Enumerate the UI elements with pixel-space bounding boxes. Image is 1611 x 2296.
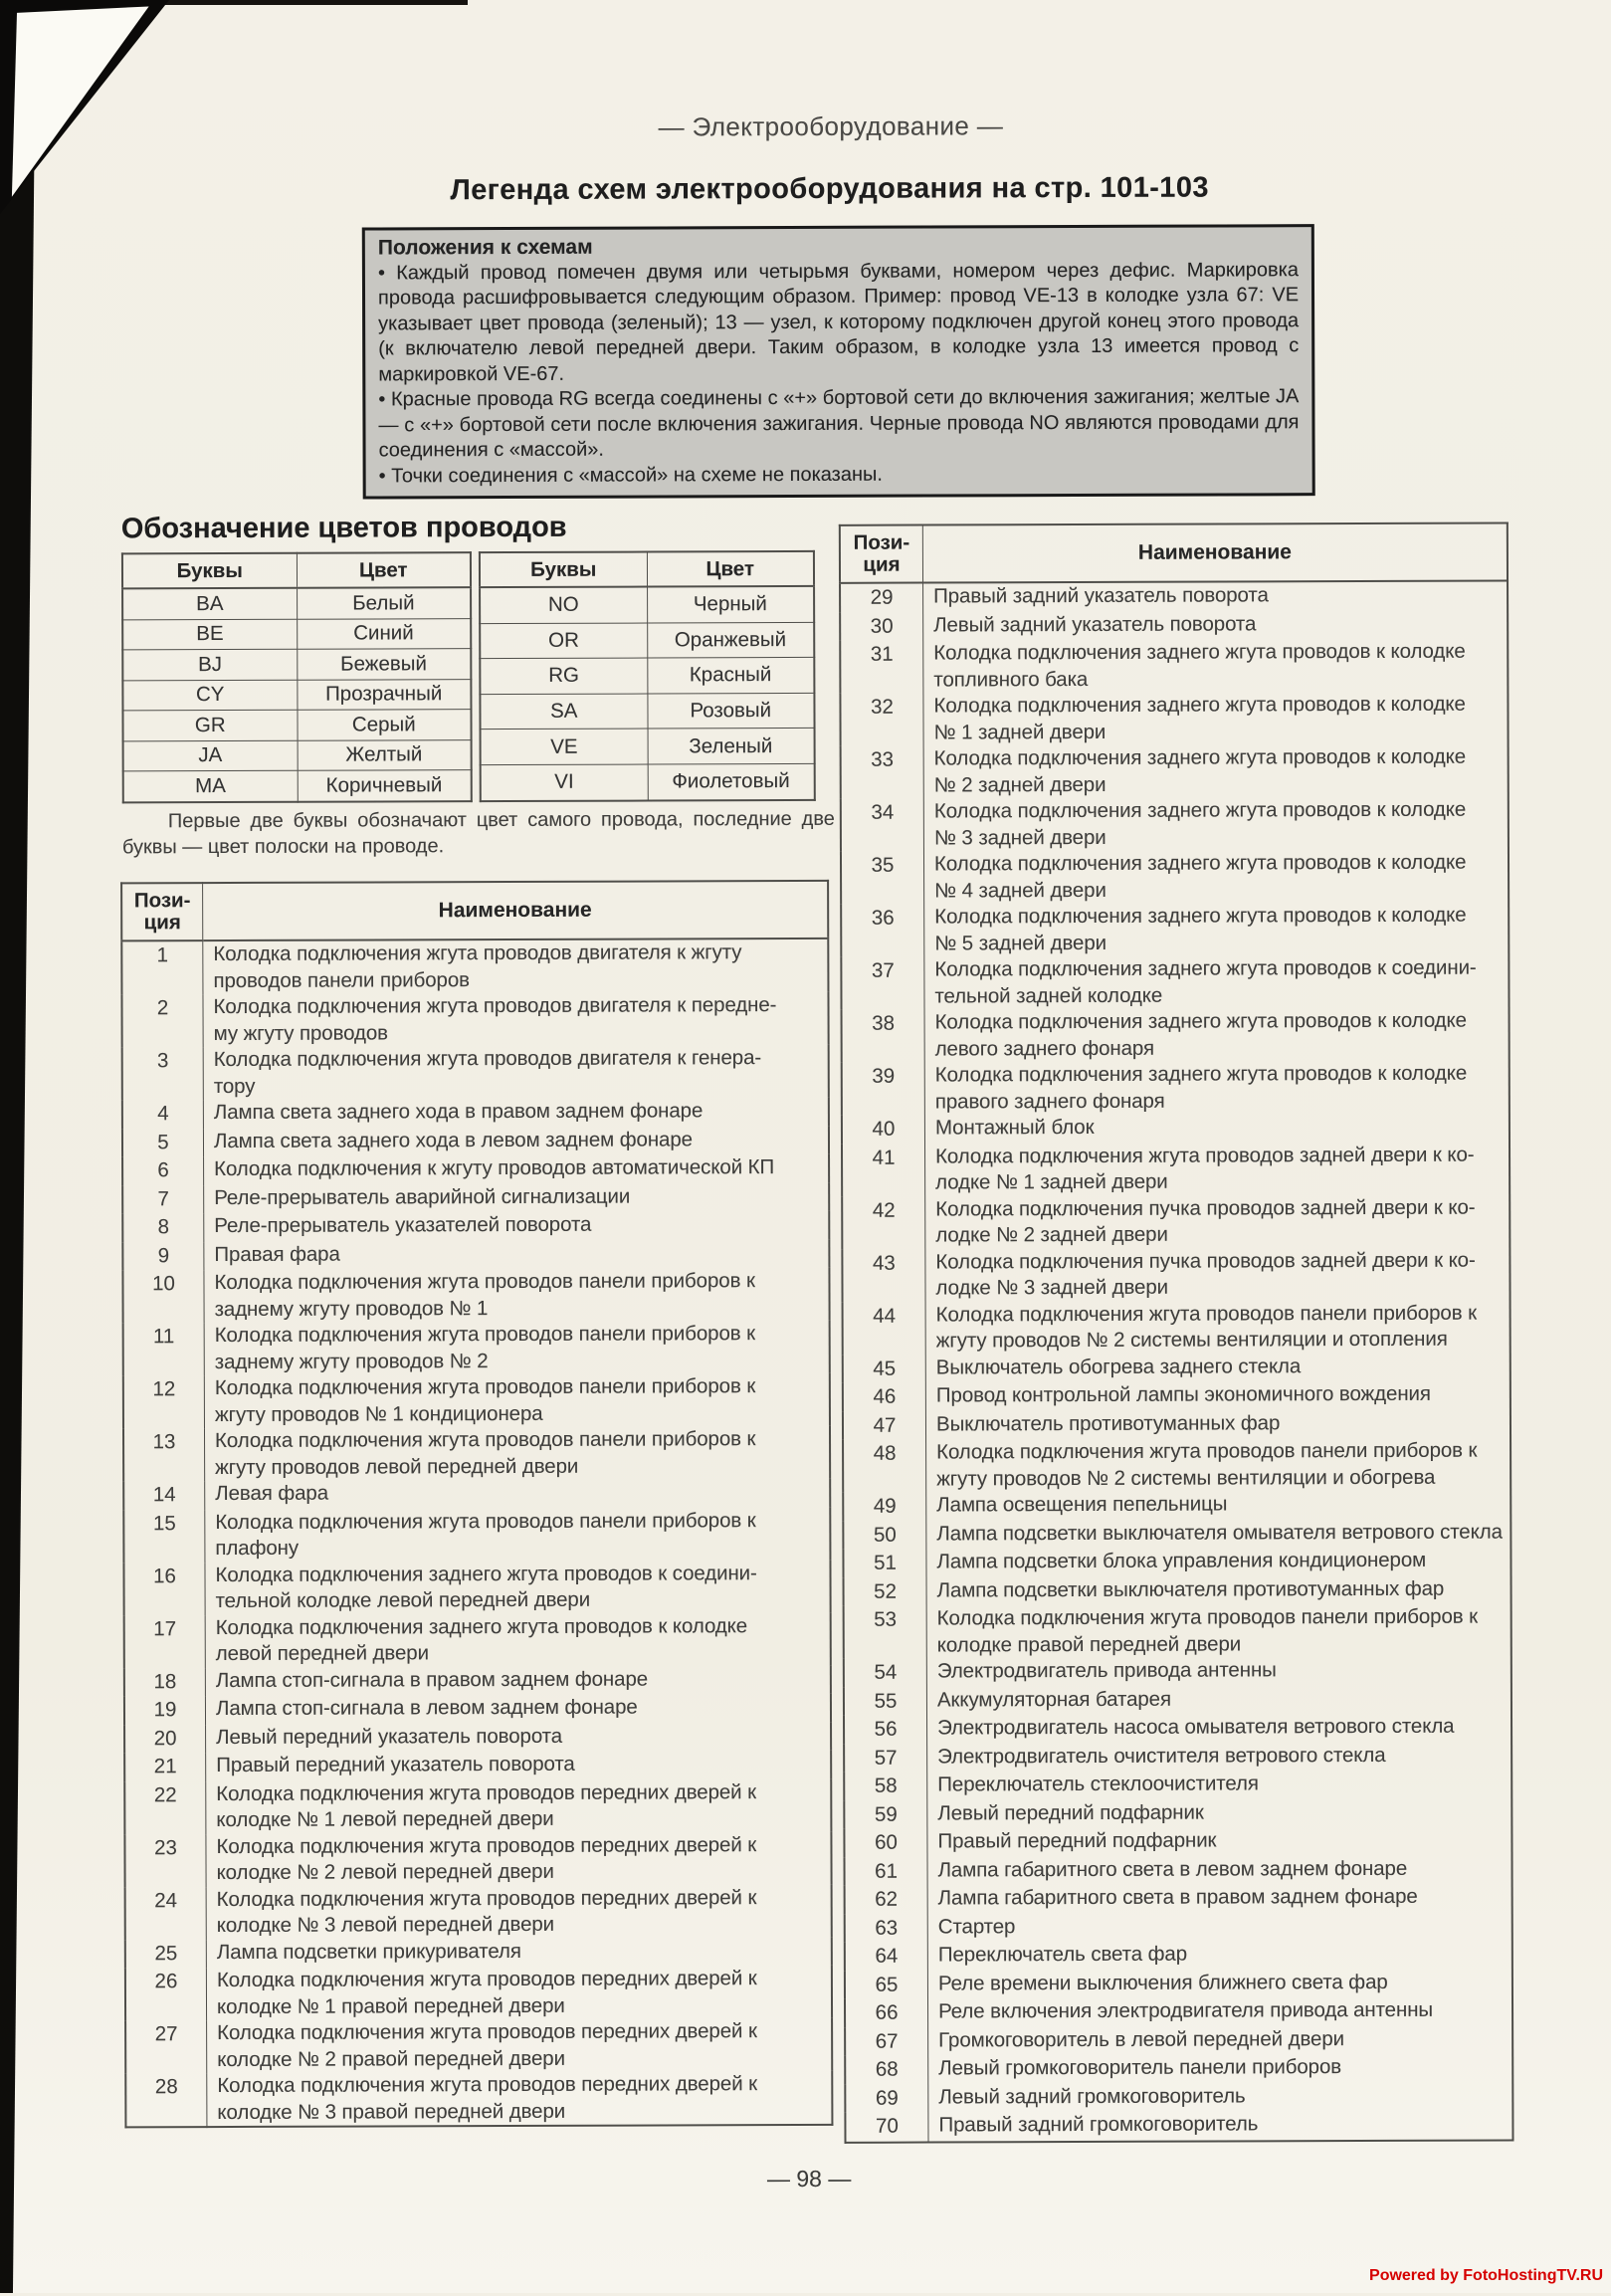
legend-row: [844, 1685, 1511, 1716]
wire-color-table-right: [479, 550, 816, 802]
position-cell: 5: [122, 1129, 204, 1157]
name-cell: Аккумуляторная батарея: [936, 1687, 1172, 1712]
name-cell: Левый задний громкоговоритель: [938, 2083, 1246, 2109]
legend-row: [122, 1268, 829, 1323]
legend-row: [845, 2025, 1512, 2056]
legend-row: [843, 1519, 1510, 1550]
position-cell: 10: [122, 1270, 204, 1323]
name-cell: Электродвигатель насоса омывателя ветрового стекла: [937, 1714, 1455, 1740]
color-table-row: [122, 587, 471, 619]
name-cell: Колодка подключения заднего жгута проводов к колодке № 2 задней двери: [933, 744, 1467, 797]
name-cell: Лампа габаритного света в правом заднем фонаре: [937, 1884, 1418, 1910]
legend-row: [842, 1007, 1510, 1062]
legend-row: [845, 1996, 1512, 2027]
color-table-row: [480, 658, 814, 695]
name-cell: Колодка подключения жгута проводов двигателя к жгуту проводов панели приборов: [213, 940, 742, 992]
position-cell: 41: [842, 1144, 925, 1196]
position-cell: 54: [844, 1659, 927, 1688]
position-cell: 35: [841, 852, 924, 905]
name-cell: Колодка подключения жгута проводов двигателя к генера- тору: [213, 1046, 762, 1098]
position-cell: 32: [840, 694, 923, 746]
position-cell: 40: [842, 1116, 925, 1145]
position-cell: 4: [122, 1100, 204, 1129]
name-cell: Колодка подключения жгута проводов передних дверей к колодке № 1 правой передней двери: [216, 1967, 757, 2018]
color-name-cell: Бежевый: [297, 649, 471, 680]
name-cell: Лампа подсветки выключателя омывателя ветрового стекла: [936, 1520, 1503, 1546]
color-name-cell: Зеленый: [648, 729, 815, 764]
name-cell: Левый передний указатель поворота: [216, 1724, 563, 1749]
position-cell: 9: [122, 1242, 204, 1271]
legend-row: [840, 581, 1508, 613]
name-cell: Провод контрольной лампы экономичного вождения: [935, 1381, 1431, 1407]
position-cell: 42: [842, 1196, 925, 1249]
name-cell: Лампа подсветки выключателя противотуманных фар: [936, 1576, 1445, 1602]
name-cell: Колодка подключения заднего жгута проводов к соедини- тельной колодке левой передней двери: [215, 1561, 757, 1613]
position-cell: 63: [845, 1914, 928, 1943]
position-cell: 8: [122, 1213, 204, 1242]
letters-column-header: Буквы: [480, 552, 647, 588]
name-cell: Колодка подключения заднего жгута проводов к колодке № 1 задней двери: [933, 692, 1466, 744]
name-cell: Левая фара: [215, 1481, 329, 1506]
legend-row: [844, 1713, 1511, 1744]
letters-cell: NO: [480, 587, 647, 624]
position-cell: 19: [124, 1696, 206, 1725]
legend-row: [124, 1694, 831, 1725]
name-cell: Колодка подключения жгута проводов панели приборов к заднему жгуту проводов № 2: [214, 1322, 756, 1373]
legend-table-right: [839, 522, 1514, 2143]
name-cell: Колодка подключения жгута проводов панели приборов к плафону: [215, 1508, 756, 1561]
legend-row: [842, 1113, 1510, 1144]
legend-row: [122, 1211, 829, 1242]
letters-cell: SA: [480, 694, 647, 730]
legend-row: [845, 1883, 1512, 1914]
name-cell: Колодка подключения заднего жгута проводов к соедини- тельной задней колодке: [934, 955, 1477, 1008]
position-cell: 47: [843, 1411, 926, 1440]
name-cell: Правый передний указатель поворота: [216, 1752, 575, 1777]
name-cell: Левый задний указатель поворота: [933, 611, 1257, 637]
name-cell: Левый передний подфарник: [937, 1800, 1204, 1825]
position-cell: 26: [125, 1968, 207, 2020]
name-cell: Стартер: [937, 1914, 1016, 1939]
legend-row: [843, 1380, 1510, 1411]
color-name-cell: Красный: [647, 658, 814, 694]
position-cell: 69: [845, 2084, 928, 2113]
color-name-cell: Прозрачный: [297, 679, 471, 710]
name-cell: Реле-прерыватель указателей поворота: [214, 1212, 592, 1238]
wire-color-table-left: [121, 551, 473, 803]
legend-row: [842, 1142, 1510, 1196]
position-cell: 51: [843, 1550, 926, 1578]
position-cell: 33: [841, 746, 924, 799]
position-cell: 60: [844, 1829, 927, 1858]
color-name-cell: Фиолетовый: [648, 763, 815, 800]
legend-row: [845, 1969, 1512, 1999]
position-cell: 13: [123, 1428, 205, 1481]
position-cell: 18: [124, 1668, 206, 1697]
name-cell: Колодка подключения жгута проводов панели приборов к жгуту проводов № 2 системы вентиляции и отопления: [935, 1301, 1477, 1353]
letters-cell: VE: [481, 729, 648, 764]
position-cell: 56: [844, 1716, 927, 1745]
color-column-header: Цвет: [297, 552, 471, 588]
color-name-cell: Коричневый: [298, 770, 472, 802]
name-cell: Колодка подключения жгута проводов панели приборов к жгуту проводов № 1 кондиционера: [214, 1374, 756, 1426]
color-name-cell: Оранжевый: [647, 622, 814, 658]
name-cell: Лампа габаритного света в левом заднем фонаре: [937, 1856, 1408, 1882]
wire-colors-note: Первые две буквы обозначают цвет самого провода, последние две буквы — цвет полоски на проводе.: [121, 807, 835, 859]
legend-row: [842, 1194, 1510, 1249]
letters-cell: VI: [481, 764, 648, 801]
legend-header-row: [840, 523, 1508, 583]
running-header: — Электрооборудование —: [658, 110, 1004, 142]
name-cell: Лампа подсветки блока управления кондиционером: [936, 1548, 1427, 1573]
name-cell: Правая фара: [214, 1242, 340, 1266]
position-cell: 21: [124, 1753, 206, 1781]
name-cell: Колодка подключения пучка проводов задней двери к ко- лодке № 2 задней двери: [935, 1195, 1476, 1247]
legend-row: [843, 1547, 1510, 1577]
legend-row: [122, 1045, 829, 1100]
name-cell: Колодка подключения жгута проводов передних дверей к колодке № 2 левой передней двери: [216, 1832, 757, 1885]
position-cell: 52: [844, 1577, 927, 1606]
name-cell: Колодка подключения жгута проводов передних дверей к колодке № 2 правой передней двери: [217, 2019, 757, 2071]
legend-row: [844, 1575, 1511, 1606]
legend-row: [125, 1884, 832, 1939]
provision-bullet: • Точки соединения с «массой» на схеме не показаны.: [378, 463, 883, 487]
wire-color-tables: [121, 550, 816, 803]
color-table-header-row: [480, 551, 814, 587]
color-table-row: [123, 739, 472, 771]
position-cell: 57: [844, 1744, 927, 1773]
position-cell: 43: [842, 1249, 925, 1302]
name-cell: Колодка подключения заднего жгута проводов к колодке левого заднего фонаря: [934, 1008, 1467, 1061]
letters-cell: OR: [480, 623, 647, 659]
legend-row: [841, 902, 1509, 956]
letters-cell: GR: [122, 710, 297, 740]
legend-row: [124, 1665, 831, 1696]
position-cell: 20: [124, 1725, 206, 1754]
position-cell: 14: [123, 1481, 205, 1510]
name-cell: Колодка подключения жгута проводов панели приборов к жгуту проводов № 2 системы вентиляции и обогрева: [936, 1438, 1478, 1491]
name-cell: Лампа света заднего хода в левом заднем фонаре: [213, 1127, 693, 1152]
legend-row: [124, 1751, 831, 1781]
name-cell: Переключатель света фар: [937, 1942, 1188, 1967]
position-cell: 36: [841, 905, 924, 957]
name-cell: Правый задний громкоговоритель: [938, 2112, 1259, 2137]
position-cell: 37: [841, 957, 924, 1010]
letters-cell: RG: [480, 658, 647, 694]
position-cell: 25: [125, 1940, 207, 1969]
name-cell: Правый задний указатель поворота: [933, 583, 1269, 608]
legend-row: [843, 1490, 1510, 1521]
name-cell: Реле-прерыватель аварийной сигнализации: [214, 1184, 631, 1209]
position-cell: 6: [122, 1156, 204, 1185]
legend-row: [845, 2053, 1512, 2084]
position-cell: 22: [124, 1781, 206, 1834]
position-cell: 3: [122, 1047, 204, 1100]
color-table-row: [122, 679, 471, 711]
wire-colors-heading: Обозначение цветов проводов: [120, 511, 567, 545]
position-cell: 28: [125, 2073, 207, 2127]
name-cell: Выключатель противотуманных фар: [935, 1410, 1281, 1436]
name-cell: Колодка подключения жгута проводов двигателя к передне- му жгуту проводов: [213, 993, 777, 1045]
color-column-header: Цвет: [647, 551, 814, 587]
name-cell: Громкоговоритель в левой передней двери: [938, 2026, 1345, 2052]
letters-cell: BA: [122, 588, 297, 620]
legend-table-left: [120, 880, 833, 2128]
position-cell: 46: [843, 1383, 926, 1412]
legend-row: [842, 1060, 1510, 1115]
name-cell: Лампа стоп-сигнала в правом заднем фонаре: [215, 1667, 649, 1692]
name-cell: Лампа подсветки прикуривателя: [216, 1939, 521, 1964]
color-name-cell: Серый: [297, 710, 471, 740]
legend-row: [122, 1182, 829, 1213]
legend-row: [123, 1373, 830, 1428]
position-cell: 23: [124, 1834, 206, 1887]
letters-cell: MA: [123, 770, 298, 802]
legend-row: [122, 1239, 829, 1270]
position-cell: 39: [842, 1063, 925, 1116]
position-cell: 58: [844, 1773, 927, 1801]
legend-header-row: [121, 881, 828, 940]
position-cell: 59: [844, 1800, 927, 1829]
position-cell: 29: [840, 583, 923, 613]
name-cell: Монтажный блок: [934, 1115, 1095, 1140]
legend-row: [122, 1154, 829, 1185]
name-cell: Электродвигатель очистителя ветрового стекла: [937, 1743, 1386, 1769]
position-cell: 16: [123, 1563, 205, 1615]
position-cell: 44: [843, 1302, 926, 1355]
name-cell: Переключатель стеклоочистителя: [937, 1772, 1259, 1796]
name-cell: Колодка подключения жгута проводов панели приборов к колодке правой передней двери: [936, 1604, 1479, 1657]
color-table-row: [481, 763, 815, 800]
legend-row: [124, 1612, 831, 1667]
position-cell: 55: [844, 1687, 927, 1716]
position-cell: 49: [843, 1493, 926, 1522]
legend-row: [121, 939, 828, 994]
position-cell: 45: [843, 1355, 926, 1383]
legend-row: [125, 2071, 832, 2127]
legend-row: [844, 1742, 1511, 1773]
position-column-header: Пози- ция: [840, 525, 923, 583]
color-table-row: [480, 622, 814, 659]
color-table-row: [481, 729, 815, 765]
provisions-box: [362, 224, 1315, 499]
position-cell: 27: [125, 2020, 207, 2073]
name-cell: Колодка подключения заднего жгута проводов к колодке топливного бака: [933, 639, 1466, 692]
position-cell: 1: [121, 940, 203, 994]
name-cell: Лампа освещения пепельницы: [936, 1492, 1228, 1517]
position-column-header: Пози- ция: [121, 883, 203, 940]
color-table-row: [122, 710, 471, 741]
letters-cell: BJ: [122, 649, 297, 680]
name-cell: Электродвигатель привода антенны: [936, 1658, 1277, 1683]
name-cell: Колодка подключения заднего жгута проводов к колодке № 5 задней двери: [934, 903, 1467, 955]
legend-row: [841, 849, 1509, 904]
name-cell: Колодка подключения жгута проводов задней двери к ко- лодке № 1 задней двери: [935, 1143, 1475, 1194]
color-table-row: [480, 586, 814, 623]
provisions-title: Положения к схемам: [377, 235, 593, 260]
color-table-header-row: [122, 552, 471, 588]
page-title: Легенда схем электрооборудования на стр. 101-103: [450, 171, 1209, 207]
name-cell: Колодка подключения заднего жгута проводов к колодке левой передней двери: [215, 1613, 748, 1666]
provision-bullet: • Красные провода RG всегда соединены с «+» бортовой сети до включения зажигания; желтые JA — с «+» бортовой сети после включения зажигания. Черные провода NO являются проводами для соединения с «массой».: [378, 385, 1300, 462]
legend-row: [124, 1778, 831, 1833]
letters-cell: BE: [122, 619, 297, 650]
name-cell: Колодка подключения заднего жгута проводов к колодке № 3 задней двери: [933, 797, 1467, 850]
name-cell: Колодка подключения заднего жгута проводов к колодке № 4 задней двери: [933, 850, 1467, 903]
color-name-cell: Желтый: [298, 739, 472, 770]
color-table-row: [122, 649, 471, 681]
color-name-cell: Синий: [297, 618, 471, 649]
position-cell: 62: [845, 1886, 928, 1915]
position-cell: 70: [845, 2113, 928, 2143]
position-cell: 24: [125, 1887, 207, 1940]
position-cell: 50: [843, 1521, 926, 1550]
name-cell: Лампа света заднего хода в правом заднем фонаре: [213, 1099, 704, 1125]
position-cell: 11: [123, 1323, 205, 1375]
color-name-cell: Белый: [297, 587, 471, 619]
legend-row: [124, 1831, 831, 1886]
position-cell: 66: [845, 1999, 928, 2028]
legend-row: [125, 2018, 832, 2073]
legend-row: [844, 1826, 1511, 1857]
hosting-watermark: Powered by FotoHostingTV.RU: [1369, 2267, 1603, 2284]
letters-cell: JA: [123, 740, 298, 771]
color-table-row: [122, 618, 471, 650]
legend-row: [844, 1656, 1511, 1687]
position-cell: 17: [124, 1615, 206, 1668]
position-cell: 12: [123, 1375, 205, 1428]
legend-row: [843, 1437, 1510, 1492]
letters-cell: CY: [122, 680, 297, 711]
legend-row: [122, 1098, 829, 1129]
legend-row: [845, 2110, 1512, 2142]
legend-row: [123, 1426, 830, 1481]
position-cell: 53: [844, 1606, 927, 1659]
legend-row: [841, 954, 1509, 1009]
legend-row: [125, 1966, 832, 2020]
provision-bullet: • Каждый провод помечен двумя или четырьмя буквами, номером через дефис. Маркировка провода расшифровывается следующим образом. Пример: провод VE-13 в колодке узла 67: VE указывает цвет провода (зеленый); 13 — узел, к которому подключен другой конец этого провода (к включателю левой передней двери. Таким образом, в колодке узла 13 имеется провод с маркировкой VE-67.: [377, 258, 1300, 385]
name-cell: Лампа стоп-сигнала в левом заднем фонаре: [215, 1695, 638, 1721]
position-cell: 2: [121, 994, 203, 1047]
legend-row: [844, 1603, 1511, 1658]
name-cell: Колодка подключения жгута проводов передних дверей к колодке № 3 левой передней двери: [216, 1885, 757, 1938]
legend-row: [844, 1798, 1511, 1829]
legend-row: [124, 1722, 831, 1753]
legend-row: [842, 1247, 1510, 1302]
legend-row: [841, 743, 1509, 798]
legend-row: [844, 1770, 1511, 1800]
color-name-cell: Розовый: [647, 693, 814, 729]
position-cell: 31: [840, 641, 923, 694]
name-cell: Выключатель обогрева заднего стекла: [935, 1354, 1302, 1379]
legend-row: [843, 1300, 1510, 1355]
page-number: — 98 —: [766, 2165, 852, 2192]
legend-row: [845, 1940, 1512, 1971]
legend-row: [845, 1912, 1512, 1943]
name-cell: Колодка подключения пучка проводов задней двери к ко- лодке № 3 задней двери: [935, 1248, 1476, 1300]
legend-row: [123, 1560, 830, 1614]
position-cell: 67: [845, 2027, 928, 2056]
position-cell: 38: [842, 1010, 925, 1063]
legend-row: [843, 1409, 1510, 1440]
legend-row: [123, 1507, 830, 1562]
legend-row: [123, 1321, 830, 1375]
legend-row: [122, 1126, 829, 1156]
legend-row: [841, 796, 1509, 851]
position-cell: 65: [845, 1971, 928, 1999]
position-cell: 68: [845, 2056, 928, 2085]
legend-row: [845, 1855, 1512, 1886]
name-cell: Колодка подключения жгута проводов панели приборов к жгуту проводов левой передней двери: [214, 1427, 756, 1479]
position-cell: 34: [841, 799, 924, 852]
legend-row: [840, 610, 1508, 641]
position-cell: 61: [845, 1857, 928, 1886]
color-name-cell: Черный: [647, 586, 814, 623]
legend-row: [121, 992, 828, 1047]
name-cell: Колодка подключения жгута проводов панели приборов к заднему жгуту проводов № 1: [214, 1269, 755, 1321]
name-cell: Колодка подключения к жгуту проводов автоматической КП: [214, 1155, 775, 1181]
legend-row: [125, 1937, 832, 1968]
name-cell: Реле включения электродвигателя привода антенны: [938, 1997, 1434, 2023]
legend-row: [843, 1353, 1510, 1383]
name-cell: Колодка подключения жгута проводов передних дверей к колодке № 3 правой передней двери: [217, 2072, 758, 2124]
position-cell: 30: [840, 612, 923, 641]
position-cell: 15: [123, 1510, 205, 1563]
letters-column-header: Буквы: [122, 553, 297, 589]
legend-row: [840, 691, 1508, 745]
name-cell: Правый передний подфарник: [937, 1828, 1217, 1853]
name-column-header: Наименование: [203, 881, 829, 940]
name-column-header: Наименование: [922, 523, 1508, 583]
name-cell: Колодка подключения заднего жгута проводов к колодке правого заднего фонаря: [934, 1061, 1468, 1114]
color-table-row: [123, 770, 472, 802]
position-cell: 64: [845, 1943, 928, 1972]
position-cell: 48: [843, 1440, 926, 1493]
legend-row: [840, 639, 1508, 694]
name-cell: Левый громкоговоритель панели приборов: [938, 2055, 1342, 2080]
position-cell: 7: [122, 1185, 204, 1214]
color-table-row: [480, 693, 814, 730]
name-cell: Реле времени выключения ближнего света фар: [937, 1970, 1388, 1995]
legend-row: [123, 1479, 830, 1510]
name-cell: Колодка подключения жгута проводов передних дверей к колодке № 1 левой передней двери: [216, 1779, 757, 1832]
legend-row: [845, 2082, 1512, 2113]
